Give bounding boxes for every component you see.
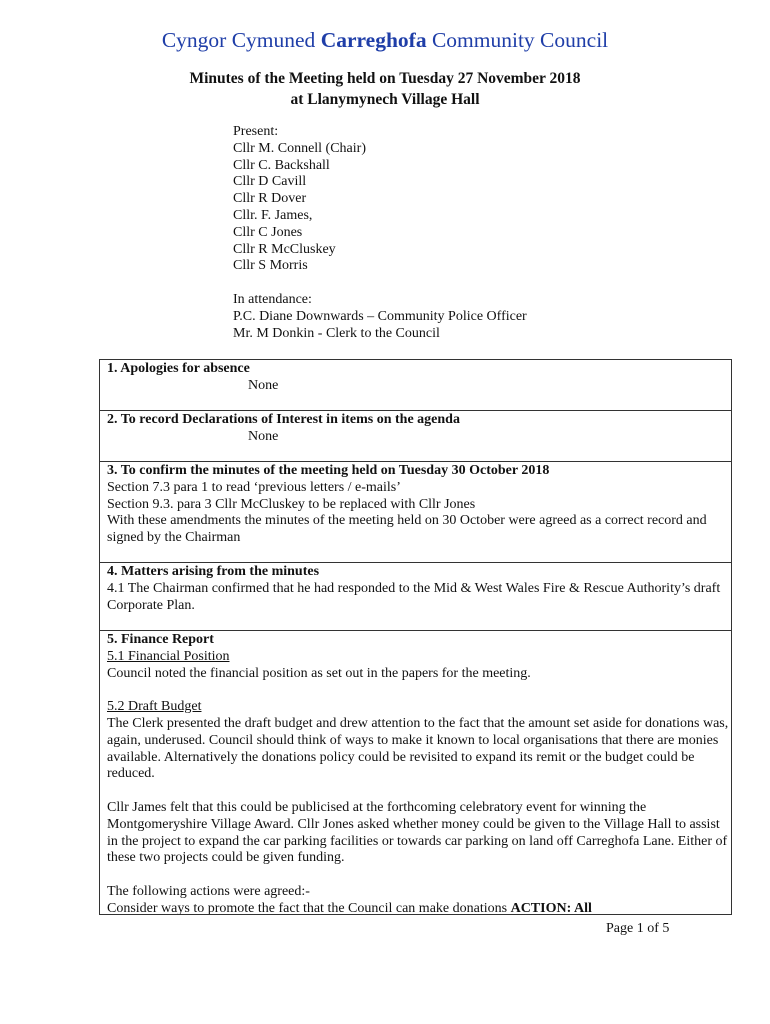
agenda-table xyxy=(99,359,732,915)
present-member: Cllr C. Backshall xyxy=(233,157,330,173)
agenda-section-matters-arising xyxy=(100,563,731,631)
subsection-text: The Clerk presented the draft budget and drew attention to the fact that the amount set aside for donations was, again, underused. Council should think of ways to make it known to local organisations that there are monies available. Alternatively the donations policy could be revisited to expand its remit or the budget could be reduced. xyxy=(107,715,729,782)
meeting-title xyxy=(0,68,770,110)
section-heading: 3. To confirm the minutes of the meeting held on Tuesday 30 October 2018 xyxy=(107,463,550,478)
council-name-prefix: Cyngor Cymuned xyxy=(161,28,316,52)
attendance-person: Mr. M Donkin - Clerk to the Council xyxy=(233,325,440,341)
present-member: Cllr R Dover xyxy=(233,191,307,207)
present-member: Cllr. F. James, xyxy=(233,207,313,223)
agenda-section-declarations xyxy=(100,411,731,462)
attendees-block xyxy=(233,124,527,342)
council-name-suffix: Community Council xyxy=(431,28,609,52)
section-body: 4.1 The Chairman confirmed that he had responded to the Mid & West Wales Fire & Rescue Authority’s draft Corporate Plan. xyxy=(107,580,721,613)
section-body: None xyxy=(248,428,279,444)
section-heading: 1. Apologies for absence xyxy=(107,361,250,376)
action-owner: ACTION: All xyxy=(510,900,592,915)
subsection-title: 5.2 Draft Budget xyxy=(107,699,202,715)
spacer xyxy=(107,867,731,884)
spacer xyxy=(233,275,527,292)
subsection-title: 5.1 Financial Position xyxy=(107,648,230,664)
meeting-title-line-1: Minutes of the Meeting held on Tuesday 27 November 2018 xyxy=(189,70,581,87)
subsection-text: Cllr James felt that this could be publicised at the forthcoming celebratory event for winning the Montgomeryshire Village Award. Cllr Jones asked whether money could be given to the Village Hall to assist in the project to expand the car parking facilities or towards car parking on land off Carreghofa Lane. Either of these two projects could be given funding. xyxy=(107,799,728,866)
council-name-place: Carreghofa xyxy=(320,28,427,52)
agenda-section-previous-minutes xyxy=(100,462,731,563)
meeting-title-line-2: at Llanymynech Village Hall xyxy=(290,91,480,108)
section-heading: 5. Finance Report xyxy=(107,632,214,647)
actions-intro: The following actions were agreed:- xyxy=(107,883,310,899)
section-line: Section 7.3 para 1 to read ‘previous letters / e-mails’ xyxy=(107,479,401,495)
section-heading: 2. To record Declarations of Interest in items on the agenda xyxy=(107,412,460,427)
page-number: Page 1 of 5 xyxy=(606,921,670,936)
present-label: Present: xyxy=(233,124,279,139)
section-heading: 4. Matters arising from the minutes xyxy=(107,564,320,579)
section-body: None xyxy=(248,377,279,393)
section-line: With these amendments the minutes of the meeting held on 30 October were agreed as a correct record and signed by the Chairman xyxy=(107,513,707,546)
present-member: Cllr S Morris xyxy=(233,258,308,274)
section-line: Section 9.3. para 3 Cllr McCluskey to be replaced with Cllr Jones xyxy=(107,496,476,512)
present-member: Cllr M. Connell (Chair) xyxy=(233,140,366,156)
present-member: Cllr R McCluskey xyxy=(233,241,336,257)
agenda-section-finance xyxy=(100,631,731,915)
subsection-text: Council noted the financial position as set out in the papers for the meeting. xyxy=(107,665,531,681)
council-name xyxy=(0,26,770,54)
action-text: Consider ways to promote the fact that the Council can make donations xyxy=(107,900,508,915)
attendance-person: P.C. Diane Downwards – Community Police Officer xyxy=(233,308,527,324)
attendance-label: In attendance: xyxy=(233,291,312,307)
spacer xyxy=(107,783,731,800)
present-member: Cllr C Jones xyxy=(233,224,303,240)
present-member: Cllr D Cavill xyxy=(233,174,307,190)
spacer xyxy=(107,682,731,699)
action-item xyxy=(107,901,731,915)
agenda-section-apologies xyxy=(100,360,731,411)
